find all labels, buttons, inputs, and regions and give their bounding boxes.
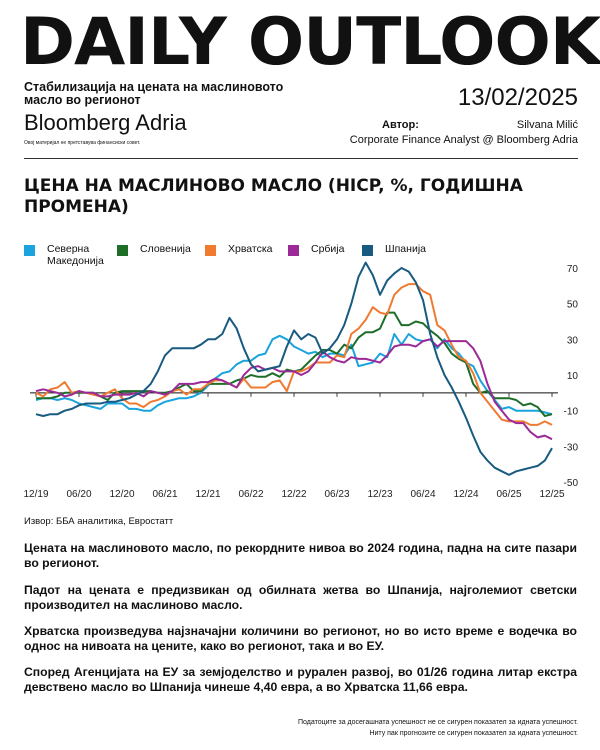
legend-label: Северна Македонија	[47, 243, 104, 267]
x-tick-label: 12/25	[539, 489, 565, 500]
author-label: Автор:	[382, 119, 419, 131]
x-tick-label: 06/22	[238, 489, 264, 500]
x-tick-label: 12/24	[453, 489, 479, 500]
report-date: 13/02/2025	[457, 84, 578, 111]
brand-logo: Bloomberg Adria	[24, 110, 187, 135]
y-tick-label: -30	[563, 442, 578, 454]
disclaimer: Овој материјал не претставува финансиски совет.	[24, 140, 141, 146]
footer-note: Податоците за досегашната успешност не се сигурен показател за идната успешност.	[298, 719, 578, 726]
x-tick-label: 06/20	[66, 489, 92, 500]
x-tick-label: 06/24	[410, 489, 436, 500]
paragraph: Падот на цената е предизвикан од обилната жетва во Шпанија, најголемиот светски производител на маслиново масло.	[24, 583, 577, 612]
x-tick-label: 12/21	[195, 489, 221, 500]
y-tick-label: -50	[563, 478, 578, 489]
footer-note: Ниту пак прогнозите се сигурен показател за идната успешност.	[369, 730, 578, 737]
legend-label: Хрватска	[228, 243, 273, 255]
legend-label: Словенија	[140, 243, 191, 255]
y-tick-label: -10	[563, 406, 578, 418]
series-line-1	[36, 313, 552, 416]
x-tick-label: 12/22	[281, 489, 307, 500]
paragraph: Хрватска произведува најзначајни количини во регионот, но во исто време е водечка во однос на нивоата на цените, како во регионот, така и во ЕУ.	[24, 624, 577, 653]
chart-title: ЦЕНА НА МАСЛИНОВО МАСЛО (HICP, %, ГОДИШНА ПРОМЕНА)	[24, 176, 523, 217]
y-tick-label: 50	[566, 299, 578, 311]
source-note: Извор: ББА аналитика, Евростатт	[24, 516, 174, 527]
report-subtitle: Стабилизација на цената на маслиновото масло во регионот	[24, 80, 284, 107]
x-tick-label: 12/20	[109, 489, 135, 500]
x-tick-label: 06/25	[496, 489, 522, 500]
legend-label: Србија	[311, 243, 345, 255]
x-tick-label: 06/21	[152, 489, 178, 500]
x-tick-label: 12/23	[367, 489, 393, 500]
legend-label: Шпанија	[385, 243, 426, 255]
author-name: Silvana Milić	[516, 119, 578, 131]
author-role: Corporate Finance Analyst @ Bloomberg Adria	[349, 134, 578, 146]
y-tick-label: 10	[566, 371, 578, 382]
x-tick-label: 12/19	[23, 489, 49, 500]
y-tick-label: 30	[566, 335, 578, 347]
report-title: DAILY OUTLOOK	[20, 5, 600, 80]
paragraph: Според Агенцијата на ЕУ за земјоделство и рурален развој, во 01/26 година литар екстра девствено масло во Шпанија чинеше 4,40 евра, а во Хрватска 11,66 евра.	[24, 665, 577, 694]
y-tick-label: 70	[566, 264, 578, 275]
x-tick-label: 06/23	[324, 489, 350, 500]
paragraph: Цената на маслиновото масло, по рекордните нивоа во 2024 година, падна на сите пазари во регионот.	[24, 541, 577, 570]
